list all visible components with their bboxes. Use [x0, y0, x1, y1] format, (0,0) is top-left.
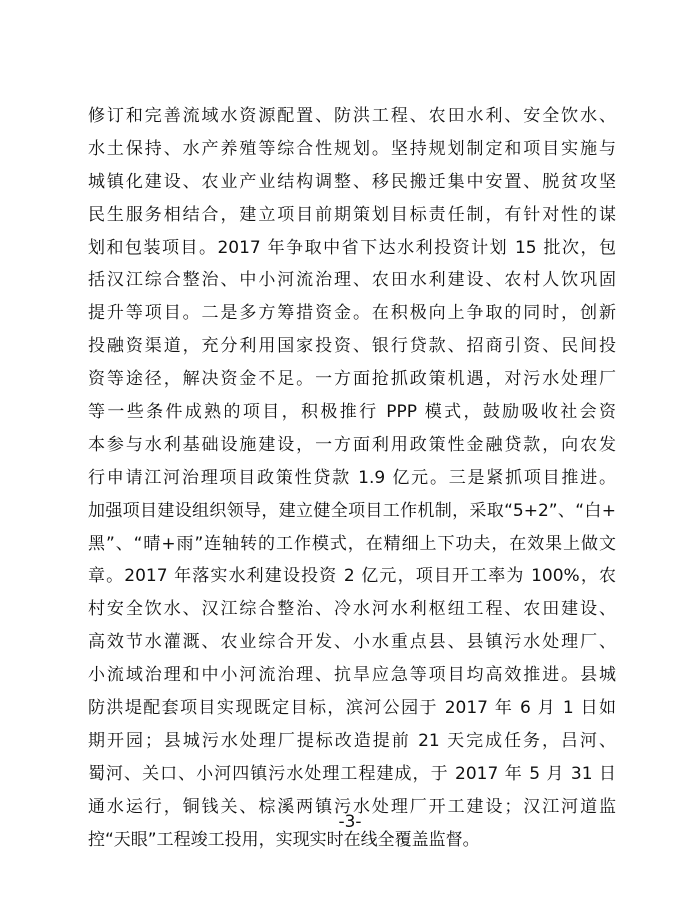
- text-line: 民生服务相结合，建立项目前期策划目标责任制，有针对性的谋: [88, 204, 616, 225]
- body-paragraph: [88, 100, 616, 856]
- text-line: 高效节水灌溉、农业综合开发、小水重点县、县镇污水处理厂、: [88, 632, 616, 653]
- text-line: 章。2017 年落实水利建设投资 2 亿元，项目开工率为 100%，农: [88, 566, 616, 587]
- text-line: 防洪堤配套项目实现既定目标，滨河公园于 2017 年 6 月 1 日如: [88, 698, 616, 719]
- text-line: 提升等项目。二是多方筹措资金。在积极向上争取的同时，创新: [88, 303, 616, 324]
- text-line: 投融资渠道，充分利用国家投资、银行贷款、招商引资、民间投: [88, 336, 616, 357]
- text-line: 资等途径，解决资金不足。一方面抢抓政策机遇，对污水处理厂: [88, 369, 616, 390]
- text-line: 等一些条件成熟的项目，积极推行 PPP 模式，鼓励吸收社会资: [88, 402, 616, 423]
- text-line: 期开园；县城污水处理厂提标改造提前 21 天完成任务，吕河、: [88, 730, 616, 751]
- text-line: 小流域治理和中小河流治理、抗旱应急等项目均高效推进。县城: [88, 665, 616, 686]
- text-line: 本参与水利基础设施建设，一方面利用政策性金融贷款，向农发: [88, 434, 616, 455]
- text-line: 黑”、“晴+雨”连轴转的工作模式，在精细上下功夫，在效果上做文: [88, 533, 616, 554]
- text-line: 括汉江综合整治、中小河流治理、农田水利建设、农村人饮巩固: [88, 270, 616, 291]
- text-line: 划和包装项目。2017 年争取中省下达水利投资计划 15 批次，包: [88, 237, 616, 258]
- text-line: 村安全饮水、汉江综合整治、冷水河水利枢纽工程、农田建设、: [88, 599, 616, 620]
- text-line: 蜀河、关口、小河四镇污水处理工程建成，于 2017 年 5 月 31 日: [88, 763, 616, 784]
- text-line: 水土保持、水产养殖等综合性规划。坚持规划制定和项目实施与: [88, 138, 616, 159]
- text-line: 城镇化建设、农业产业结构调整、移民搬迁集中安置、脱贫攻坚: [88, 171, 616, 192]
- text-line: 控“天眼”工程竣工投用，实现实时在线全覆盖监督。: [88, 829, 480, 850]
- text-line: 行申请江河治理项目政策性贷款 1.9 亿元。三是紧抓项目推进。: [88, 467, 616, 488]
- text-line: 通水运行，铜钱关、棕溪两镇污水处理厂开工建设；汉江河道监: [88, 796, 616, 817]
- text-line: 修订和完善流域水资源配置、防洪工程、农田水利、安全饮水、: [88, 106, 616, 126]
- text-line: 加强项目建设组织领导，建立健全项目工作机制，采取“5+2”、“白+: [88, 500, 616, 521]
- page-number: -3-: [338, 812, 362, 832]
